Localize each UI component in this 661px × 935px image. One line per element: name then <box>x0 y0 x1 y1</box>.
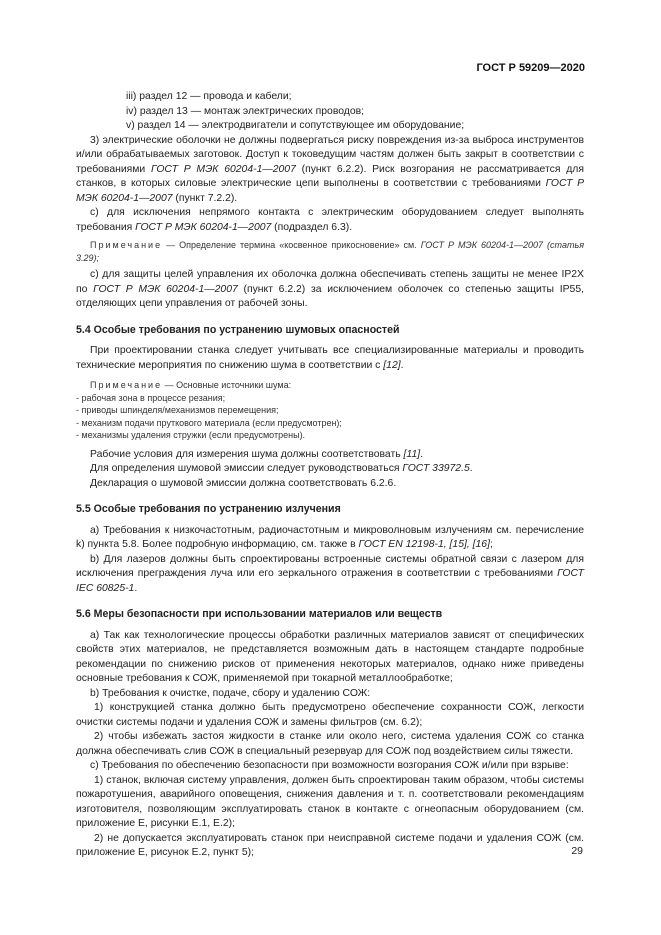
list-item: iii) раздел 12 — провода и кабели; <box>126 91 292 102</box>
paragraph-item-c: c) для исключения непрямого контакта с электрическим оборудованием следует выполнять требования ГОСТ Р МЭК 60204-1—2007 (подраздел 6.3). <box>76 207 584 233</box>
paragraph: При проектировании станка следует учитывать все специализированные материалы и проводить технические мероприятия по снижению шума в соответствии с [12]. <box>76 345 584 371</box>
paragraph-item-c2: c) для защиты целей управления их оболочка должна обеспечивать степень защиты не менее IP2X по ГОСТ Р МЭК 60204-1—2007 (пункт 6.2.2) за исключением оболочек со степенью защиты IP55, отделяющих цепи управления от рабочей зоны. <box>76 269 584 309</box>
section-heading-5-5: 5.5 Особые требования по устранению излучения <box>76 503 341 515</box>
paragraph-item-3: 3) электрические оболочки не должны подвергаться риску повреждения из-за выброса инструментов и/или обрабатываемых заготовок. Доступ к токоведущим частям должен быть закрыт в соответствии с требованиями ГОСТ Р МЭК 60204-1—2007 (пункт 6.2.2). Риск возгорания не рассматривается для станков, в которых силовые электрические цепи выполнены в соответствии с требованиями ГОСТ Р МЭК 60204-1—2007 (пункт 7.2.2). <box>76 134 584 204</box>
standard-reference: ГОСТ Р МЭК 60204-1—2007 <box>76 178 584 204</box>
page-number: 29 <box>571 845 583 857</box>
sub-item-1: 1) станок, включая систему управления, должен быть спроектирован таким образом, чтобы системы пожаротушения, аварийного оповещения, снижения давления и т. п. соответствовали рекомендациям изготовителя, позволяющим эксплуатировать станок в контакте с огнеопасным оборудованием (см. приложение E, рисунки E.1, E.2); <box>76 774 584 829</box>
document-header: ГОСТ Р 59209—2020 <box>476 62 585 74</box>
paragraph: Декларация о шумовой эмиссии должна соответствовать 6.2.6. <box>90 477 397 489</box>
standard-reference: ГОСТ Р МЭК 60204-1—2007 <box>93 283 238 295</box>
section-heading-5-4: 5.4 Особые требования по устранению шумовых опасностей <box>76 323 400 336</box>
note-list-item: - рабочая зона в процессе резания; <box>76 392 226 403</box>
standard-reference: [11] <box>403 448 421 460</box>
paragraph-item-c: c) Требования по обеспечению безопасности при возможности возгорания СОЖ и/или при взрыве: <box>90 760 569 771</box>
note-list-item: - механизм подачи пруткового материала (если предусмотрен); <box>76 417 342 428</box>
paragraph: Рабочие условия для измерения шума должны соответствовать [11]. <box>90 448 423 460</box>
paragraph: Для определения шумовой эмиссии следует руководствоваться ГОСТ 33972.5. <box>90 463 473 474</box>
paragraph-item-a: a) Так как технологические процессы обработки различных материалов зависят от специфических свойств этих материалов, не представляется возможным дать в настоящем стандарте подробные рекомендации по снижению рисков от применения некоторых материалов, однако ниже приведены основные требования к СОЖ, применяемой при токарной металлообработке; <box>76 629 584 684</box>
standard-reference: ГОСТ Р МЭК 60204-1—2007 <box>135 221 272 233</box>
standard-reference: ГОСТ Р МЭК 60204-1—2007 (статья 3.29); <box>76 240 584 263</box>
standard-reference: ГОСТ IEC 60825-1 <box>76 568 584 594</box>
note-label: Примечание <box>90 380 163 390</box>
sub-item-2: 2) не допускается эксплуатировать станок при неисправной системе подачи и удаления СОЖ (см. приложение E, рисунок E.2, пункт 5); <box>76 832 584 858</box>
standard-reference: [12] <box>383 359 401 371</box>
document-body <box>76 90 584 861</box>
note: Примечание — Определение термина «косвенное прикосновение» см. ГОСТ Р МЭК 60204-1—2007 (статья 3.29); <box>76 240 584 263</box>
sub-item-1: 1) конструкцией станка должно быть предусмотрено обеспечение сохранности СОЖ, легкости очистки системы подачи и удаления СОЖ и замены фильтров (см. 6.2); <box>76 702 584 728</box>
standard-reference: ГОСТ Р МЭК 60204-1—2007 <box>151 163 296 175</box>
list-item: v) раздел 14 — электродвигатели и сопутствующее им оборудование; <box>126 120 465 131</box>
note-label: Примечание <box>90 240 163 250</box>
paragraph-item-b: b) Требования к очистке, подаче, сбору и удалению СОЖ: <box>90 687 371 699</box>
paragraph-item-b: b) Для лазеров должны быть спроектированы встроенные системы обратной связи с лазером для исключения преграждения луча или его зеркального отражения в соответствии с требованиями ГОСТ IEC 60825-1. <box>76 553 584 594</box>
note: Примечание — Основные источники шума: <box>90 380 292 390</box>
sub-item-2: 2) чтобы избежать застоя жидкости в станке или около него, система удаления СОЖ со станка должна обеспечивать слив СОЖ в специальный резервуар для СОЖ под воздействием силы тяжести. <box>76 731 584 757</box>
note-list-item: - приводы шпинделя/механизмов перемещения; <box>76 405 279 415</box>
standard-reference: ГОСТ EN 12198-1, [15], [16] <box>358 539 490 550</box>
paragraph-item-a: a) Требования к низкочастотным, радиочастотным и микроволновым излучениям см. перечисление k) пункта 5.8. Более подробную информацию, см. также в ГОСТ EN 12198-1, [15], [16]; <box>76 524 584 550</box>
note-list-item: - механизмы удаления стружки (если предусмотрены). <box>76 430 306 440</box>
list-item: iv) раздел 13 — монтаж электрических проводов; <box>126 105 365 117</box>
standard-reference: ГОСТ 33972.5 <box>402 463 470 474</box>
section-heading-5-6: 5.6 Меры безопасности при использовании материалов или веществ <box>76 608 443 620</box>
